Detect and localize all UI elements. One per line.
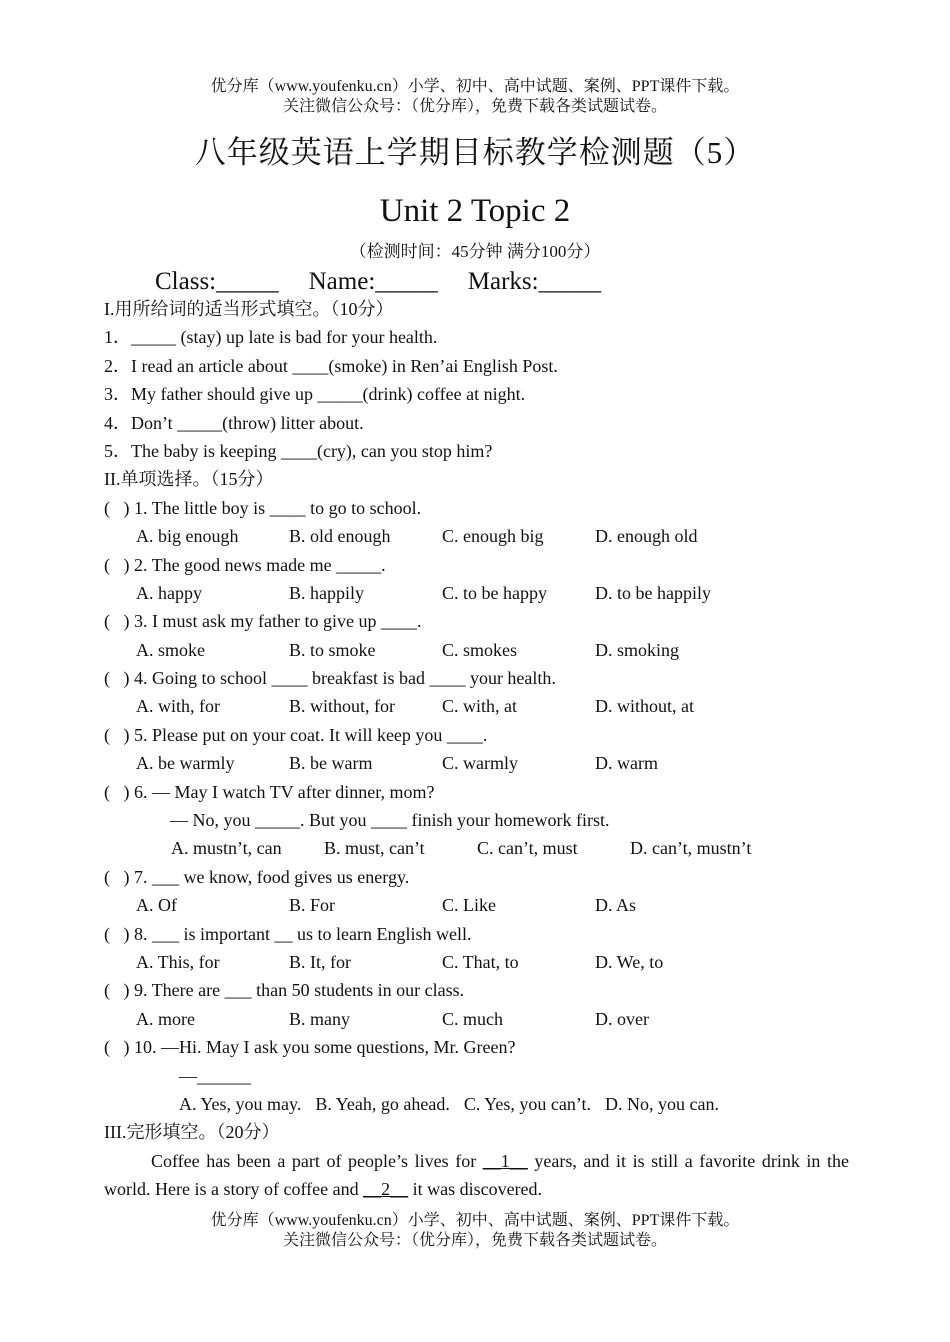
- cloze-text-3: it was discovered.: [408, 1179, 543, 1200]
- option-d: D. without, at: [595, 696, 694, 717]
- option-c: C. warmly: [442, 753, 518, 774]
- question-4-stem: ( ) 4. Going to school ____ breakfast is bad ____ your health.: [104, 668, 556, 689]
- option-d: D. warm: [595, 753, 658, 774]
- question-2-stem: ( ) 2. The good news made me _____.: [104, 554, 386, 575]
- option-b: B. be warm: [289, 753, 373, 774]
- option-b: B. happily: [289, 582, 364, 603]
- question-3-stem: ( ) 3. I must ask my father to give up ____.: [104, 611, 422, 632]
- student-info-line: [155, 266, 631, 298]
- footer-line-1: 优分库（www.youfenku.cn）小学、初中、高中试题、案例、PPT课件下载。: [210, 1212, 740, 1229]
- cloze-text-2: years, and it is still a favorite drink in the world. Here is a story of coffee and: [104, 1150, 849, 1200]
- option-a: A. Yes, you may.: [179, 1093, 302, 1114]
- option-b: B. must, can’t: [324, 838, 425, 859]
- cloze-blank-2: __2__: [363, 1179, 409, 1200]
- question-10-stem: ( ) 10. —Hi. May I ask you some questions, Mr. Green?: [104, 1037, 516, 1058]
- option-c: C. can’t, must: [477, 838, 578, 859]
- option-a: A. This, for: [136, 951, 220, 972]
- question-4-options: [104, 692, 849, 720]
- option-b: B. It, for: [289, 951, 351, 972]
- section-1-item-1: 1．_____ (stay) up late is bad for your health.: [104, 327, 438, 348]
- section-1-item-3: 3．My father should give up _____(drink) coffee at night.: [104, 384, 526, 405]
- question-3-options: [104, 636, 849, 664]
- option-d: D. can’t, mustn’t: [630, 838, 752, 859]
- option-c: C. with, at: [442, 696, 517, 717]
- cloze-passage: [104, 1147, 849, 1204]
- page-title-english: Unit 2 Topic 2: [379, 193, 571, 229]
- section-2-heading: II.单项选择。（15分）: [104, 469, 274, 490]
- option-a: A. Of: [136, 895, 177, 916]
- footer-line-2: 关注微信公众号：（优分库），免费下载各类试题试卷。: [282, 1232, 667, 1249]
- exam-content: [104, 295, 849, 1204]
- page-header: [0, 77, 950, 117]
- header-line-2: 关注微信公众号：（优分库），免费下载各类试题试卷。: [282, 98, 667, 115]
- question-7-options: [104, 891, 849, 919]
- option-d: D. over: [595, 1008, 649, 1029]
- question-6-options: [104, 834, 849, 862]
- name-field: Name:_____: [308, 268, 438, 295]
- exam-time-info: （检测时间：45分钟 满分100分）: [349, 242, 601, 261]
- section-1-item-2: 2．I read an article about ____(smoke) in Ren’ai English Post.: [104, 355, 558, 376]
- question-10-reply: —______: [179, 1065, 251, 1086]
- question-10-options: [104, 1090, 849, 1118]
- question-1-stem: ( ) 1. The little boy is ____ to go to school.: [104, 497, 422, 518]
- option-b: B. many: [289, 1008, 350, 1029]
- question-1-options: [104, 522, 849, 550]
- option-b: B. without, for: [289, 696, 395, 717]
- option-a: A. happy: [136, 582, 202, 603]
- option-a: A. more: [136, 1008, 195, 1029]
- option-c: C. Like: [442, 895, 496, 916]
- option-a: A. with, for: [136, 696, 220, 717]
- option-a: A. smoke: [136, 639, 205, 660]
- cloze-text-1: Coffee has been a part of people’s lives for: [151, 1150, 483, 1171]
- question-9-options: [104, 1005, 849, 1033]
- option-a: A. be warmly: [136, 753, 235, 774]
- option-c: C. enough big: [442, 526, 544, 547]
- question-5-stem: ( ) 5. Please put on your coat. It will keep you ____.: [104, 724, 488, 745]
- option-d: D. to be happily: [595, 582, 711, 603]
- question-8-stem: ( ) 8. ___ is important __ us to learn English well.: [104, 923, 472, 944]
- page-footer: [0, 1211, 950, 1251]
- option-d: D. No, you can.: [605, 1093, 719, 1114]
- option-d: D. As: [595, 895, 637, 916]
- marks-field: Marks:_____: [467, 268, 602, 295]
- option-b: B. to smoke: [289, 639, 376, 660]
- option-c: C. much: [442, 1008, 503, 1029]
- header-line-1: 优分库（www.youfenku.cn）小学、初中、高中试题、案例、PPT课件下载。: [210, 78, 740, 95]
- option-b: B. For: [289, 895, 336, 916]
- question-5-options: [104, 749, 849, 777]
- option-c: C. Yes, you can’t.: [463, 1093, 592, 1114]
- section-1-heading: I.用所给词的适当形式填空。（10分）: [104, 299, 394, 319]
- class-field: Class:_____: [155, 268, 279, 295]
- option-b: B. old enough: [289, 526, 391, 547]
- option-c: C. to be happy: [442, 582, 547, 603]
- option-d: D. enough old: [595, 526, 698, 547]
- section-1-item-4: 4．Don’t _____(throw) litter about.: [104, 412, 364, 433]
- option-c: C. smokes: [442, 639, 518, 660]
- option-a: A. big enough: [136, 526, 239, 547]
- question-6-stem: ( ) 6. — May I watch TV after dinner, mom?: [104, 781, 435, 802]
- option-a: A. mustn’t, can: [171, 838, 282, 859]
- section-3-heading: III.完形填空。（20分）: [104, 1122, 280, 1143]
- option-d: D. smoking: [595, 639, 680, 660]
- option-d: D. We, to: [595, 951, 664, 972]
- cloze-blank-1: __1__: [482, 1150, 528, 1171]
- question-9-stem: ( ) 9. There are ___ than 50 students in our class.: [104, 980, 465, 1001]
- question-6-reply: — No, you _____. But you ____ finish your homework first.: [170, 810, 610, 831]
- question-8-options: [104, 948, 849, 976]
- section-1-item-5: 5．The baby is keeping ____(cry), can you stop him?: [104, 440, 493, 461]
- question-2-options: [104, 579, 849, 607]
- page-title-chinese: 八年级英语上学期目标教学检测题（5）: [194, 135, 756, 170]
- option-c: C. That, to: [442, 951, 519, 972]
- question-7-stem: ( ) 7. ___ we know, food gives us energy.: [104, 866, 410, 887]
- option-b: B. Yeah, go ahead.: [315, 1093, 450, 1114]
